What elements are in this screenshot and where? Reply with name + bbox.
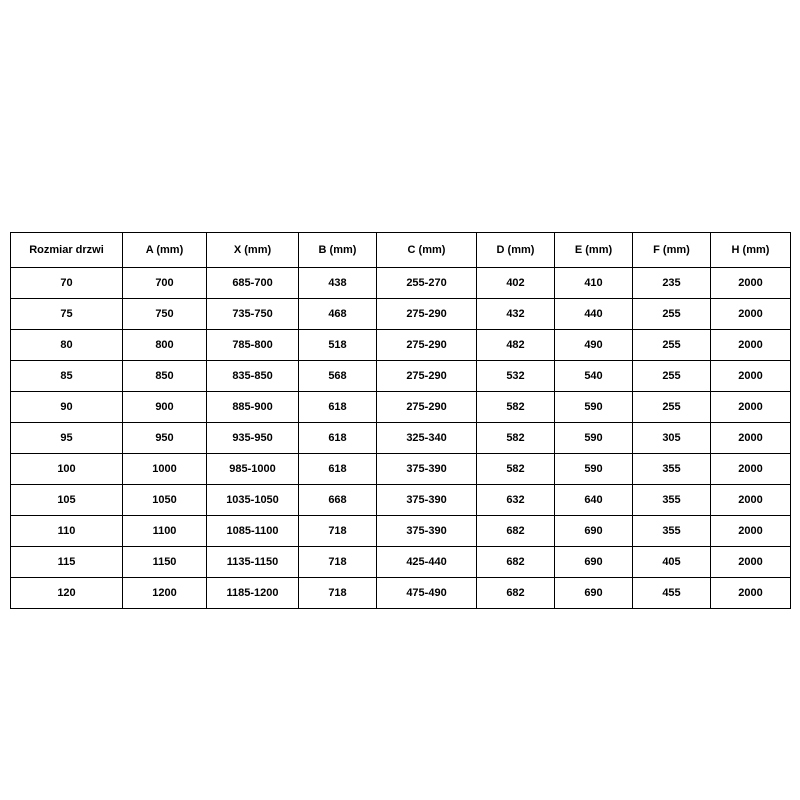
row-label-cell: 90	[11, 392, 123, 423]
table-cell: 2000	[711, 485, 791, 516]
row-label-cell: 95	[11, 423, 123, 454]
door-size-spec-table	[10, 232, 791, 609]
table-cell: 682	[477, 547, 555, 578]
table-cell: 690	[555, 578, 633, 609]
row-label-cell: 85	[11, 361, 123, 392]
table-cell: 690	[555, 547, 633, 578]
column-header: E (mm)	[555, 233, 633, 268]
table-row	[11, 330, 791, 361]
column-header: B (mm)	[299, 233, 377, 268]
table-cell: 885-900	[207, 392, 299, 423]
table-cell: 1185-1200	[207, 578, 299, 609]
table-cell: 440	[555, 299, 633, 330]
table-cell: 2000	[711, 361, 791, 392]
row-label-cell: 75	[11, 299, 123, 330]
table-cell: 935-950	[207, 423, 299, 454]
table-cell: 640	[555, 485, 633, 516]
table-row	[11, 392, 791, 423]
table-row	[11, 516, 791, 547]
table-cell: 235	[633, 268, 711, 299]
table-row	[11, 485, 791, 516]
table-row	[11, 547, 791, 578]
table-cell: 375-390	[377, 454, 477, 485]
table-cell: 540	[555, 361, 633, 392]
table-cell: 468	[299, 299, 377, 330]
row-label-cell: 115	[11, 547, 123, 578]
table-cell: 518	[299, 330, 377, 361]
column-header: C (mm)	[377, 233, 477, 268]
table-cell: 490	[555, 330, 633, 361]
table-cell: 718	[299, 547, 377, 578]
table-cell: 718	[299, 516, 377, 547]
table-header-row	[11, 233, 791, 268]
table-cell: 475-490	[377, 578, 477, 609]
table-cell: 355	[633, 454, 711, 485]
table-cell: 1085-1100	[207, 516, 299, 547]
table-cell: 750	[123, 299, 207, 330]
table-cell: 618	[299, 392, 377, 423]
table-cell: 2000	[711, 578, 791, 609]
table-cell: 375-390	[377, 485, 477, 516]
table-cell: 590	[555, 454, 633, 485]
table-cell: 2000	[711, 392, 791, 423]
table-cell: 275-290	[377, 330, 477, 361]
table-cell: 375-390	[377, 516, 477, 547]
table-cell: 590	[555, 392, 633, 423]
table-row	[11, 268, 791, 299]
table-cell: 425-440	[377, 547, 477, 578]
table-cell: 255	[633, 392, 711, 423]
table-cell: 682	[477, 516, 555, 547]
table-cell: 668	[299, 485, 377, 516]
table-cell: 632	[477, 485, 555, 516]
table-cell: 568	[299, 361, 377, 392]
table-body	[11, 268, 791, 609]
table-cell: 2000	[711, 330, 791, 361]
table-cell: 355	[633, 516, 711, 547]
table-row	[11, 361, 791, 392]
table-header	[11, 233, 791, 268]
table-cell: 1000	[123, 454, 207, 485]
table-cell: 1200	[123, 578, 207, 609]
table-cell: 850	[123, 361, 207, 392]
table-cell: 275-290	[377, 299, 477, 330]
table-cell: 800	[123, 330, 207, 361]
table-cell: 1100	[123, 516, 207, 547]
table-cell: 275-290	[377, 361, 477, 392]
table-cell: 355	[633, 485, 711, 516]
table-cell: 590	[555, 423, 633, 454]
table-cell: 325-340	[377, 423, 477, 454]
spec-table-container	[10, 232, 790, 609]
table-cell: 2000	[711, 454, 791, 485]
table-cell: 582	[477, 423, 555, 454]
table-cell: 1135-1150	[207, 547, 299, 578]
table-cell: 402	[477, 268, 555, 299]
table-cell: 682	[477, 578, 555, 609]
table-row	[11, 299, 791, 330]
table-cell: 1150	[123, 547, 207, 578]
table-cell: 432	[477, 299, 555, 330]
table-cell: 255	[633, 361, 711, 392]
table-cell: 255	[633, 330, 711, 361]
table-cell: 405	[633, 547, 711, 578]
row-label-cell: 105	[11, 485, 123, 516]
table-cell: 718	[299, 578, 377, 609]
table-row	[11, 454, 791, 485]
table-cell: 985-1000	[207, 454, 299, 485]
column-header: X (mm)	[207, 233, 299, 268]
table-cell: 1050	[123, 485, 207, 516]
column-header: H (mm)	[711, 233, 791, 268]
table-cell: 255-270	[377, 268, 477, 299]
table-cell: 2000	[711, 547, 791, 578]
table-cell: 2000	[711, 516, 791, 547]
table-cell: 410	[555, 268, 633, 299]
table-cell: 255	[633, 299, 711, 330]
row-label-cell: 100	[11, 454, 123, 485]
table-cell: 1035-1050	[207, 485, 299, 516]
column-header: D (mm)	[477, 233, 555, 268]
table-cell: 455	[633, 578, 711, 609]
column-header: A (mm)	[123, 233, 207, 268]
table-row	[11, 578, 791, 609]
table-cell: 700	[123, 268, 207, 299]
table-cell: 2000	[711, 299, 791, 330]
table-cell: 2000	[711, 268, 791, 299]
table-cell: 275-290	[377, 392, 477, 423]
column-header: Rozmiar drzwi	[11, 233, 123, 268]
table-cell: 438	[299, 268, 377, 299]
table-row	[11, 423, 791, 454]
table-cell: 482	[477, 330, 555, 361]
table-cell: 532	[477, 361, 555, 392]
table-cell: 305	[633, 423, 711, 454]
table-cell: 582	[477, 392, 555, 423]
table-cell: 618	[299, 454, 377, 485]
column-header: F (mm)	[633, 233, 711, 268]
row-label-cell: 120	[11, 578, 123, 609]
table-cell: 582	[477, 454, 555, 485]
table-cell: 735-750	[207, 299, 299, 330]
row-label-cell: 110	[11, 516, 123, 547]
table-cell: 900	[123, 392, 207, 423]
table-cell: 785-800	[207, 330, 299, 361]
table-cell: 685-700	[207, 268, 299, 299]
row-label-cell: 80	[11, 330, 123, 361]
table-cell: 690	[555, 516, 633, 547]
table-cell: 835-850	[207, 361, 299, 392]
table-cell: 618	[299, 423, 377, 454]
table-cell: 2000	[711, 423, 791, 454]
row-label-cell: 70	[11, 268, 123, 299]
table-cell: 950	[123, 423, 207, 454]
